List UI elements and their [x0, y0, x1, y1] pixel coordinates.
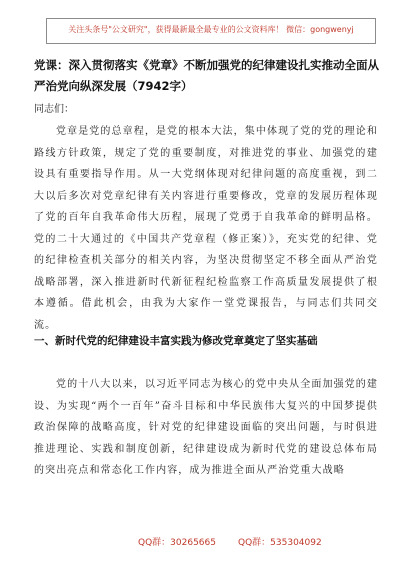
paragraph-section-1: 党的十八大以来，以习近平同志为核心的党中央从全面加强党的建设、为实现“两个一百年”奋斗目标和中华民族伟大复兴的中国梦提供政治保障的战略高度，针对党的纪律建设面临的突出问题，与时俱进推进理论、实践和制度创新，纪律建设成为新时代党的建设总体布局的突出亮点和常态化工作内容，成为推进全面从严治党重大战略 — [34, 379, 378, 476]
paragraph-intro: 党章是党的总章程，是党的根本大法，集中体现了党的党的理论和路线方针政策，规定了党的重要制度，对推进党的事业、加强党的建设具有重要指导作用。从一大党纲体现对纪律问题的高度重视，到二大以后多次对党章纪律有关内容进行重要修改，党章的发展历程体现了党的百年自我革命伟大历程，展现了党勇于自我革命的鲜明品格。党的二十大通过的《中国共产党章程（修正案）》，充实党的纪律、党的纪律检查机关部分的相关内容，为坚决贯彻坚定不移全面从严治党战略部署，深入推进新时代新征程纪检监察工作高质量发展提供了根本遵循。借此机会，由我为大家作一堂党课报告，与同志们共同交流。 — [34, 126, 378, 331]
greeting: 同志们： — [34, 104, 74, 115]
document-title: 党课：深入贯彻落实《党章》不断加强党的纪律建设扎实推动全面从严治党向纵深发展（7942字） — [34, 58, 379, 93]
section-heading-1: 一、新时代党的纪律建设丰富实践为修改党章奠定了坚实基础 — [34, 335, 318, 347]
banner-text: 关注头条号"公文研究"，获得最新最全最专业的公文资料库！ 微信：gongwenyj — [68, 25, 354, 34]
header-banner — [46, 18, 376, 44]
footer-qq-group-2: QQ群：535304092 — [238, 538, 322, 548]
footer-qq-group-1: QQ群：30265665 — [138, 538, 216, 548]
